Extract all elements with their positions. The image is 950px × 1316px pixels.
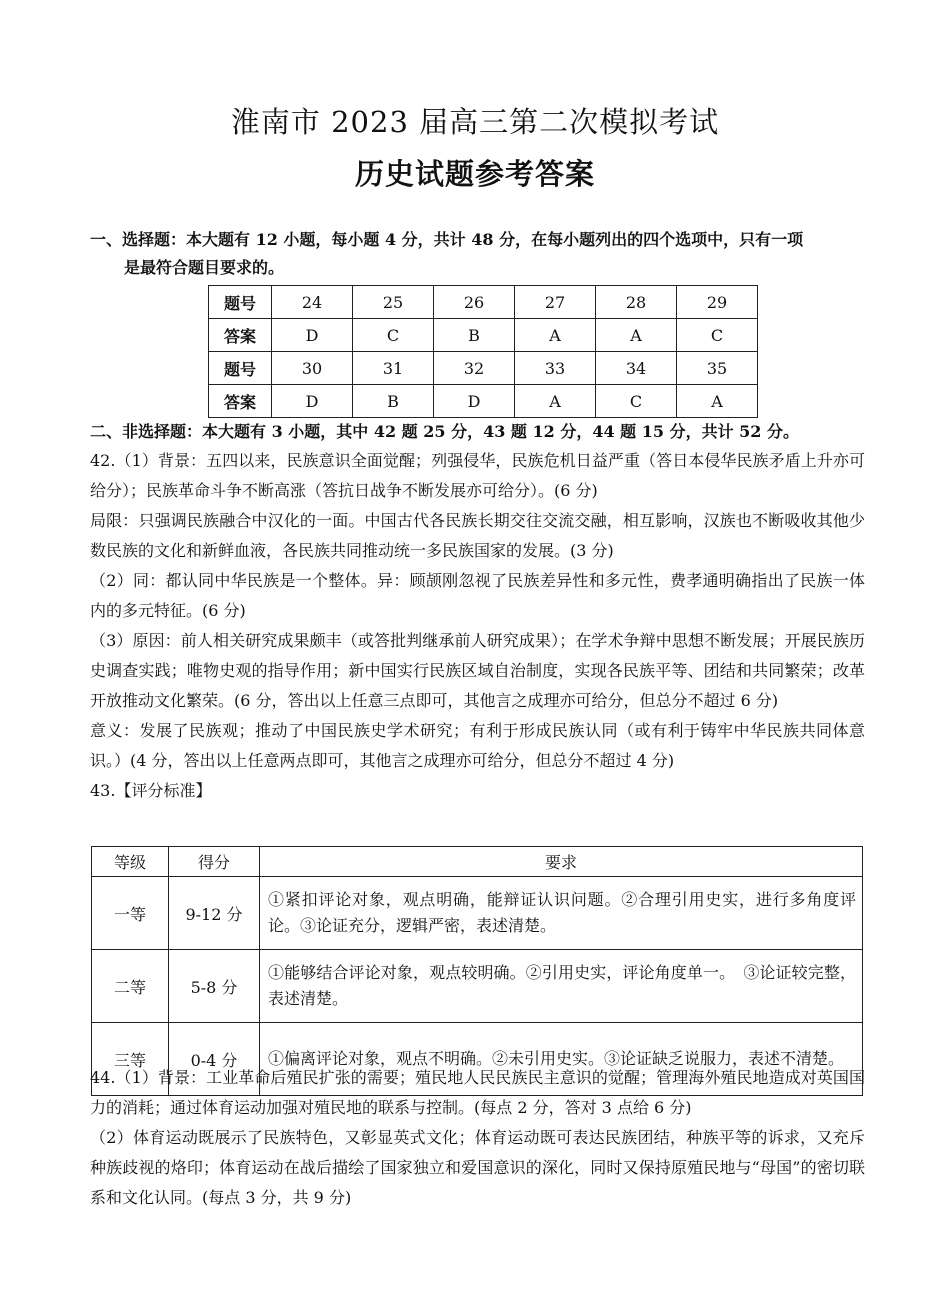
table-cell: A bbox=[596, 319, 677, 352]
table-header-row bbox=[92, 847, 863, 877]
table-cell: 29 bbox=[677, 286, 758, 319]
table-cell: A bbox=[677, 385, 758, 418]
grade-score: 0-4 分 bbox=[169, 1023, 260, 1096]
question-number-label: 题号 bbox=[209, 352, 272, 385]
grade-requirement: ①偏离评论对象，观点不明确。②未引用史实。③论证缺乏说服力，表述不清楚。 bbox=[260, 1023, 863, 1096]
column-header-level: 等级 bbox=[92, 847, 169, 877]
table-cell: 32 bbox=[434, 352, 515, 385]
grade-requirement: ①紧扣评论对象，观点明确，能辩证认识问题。②合理引用史实，进行多角度评论。③论证充分，逻辑严密，表述清楚。 bbox=[260, 877, 863, 950]
table-cell: 26 bbox=[434, 286, 515, 319]
table-cell: C bbox=[596, 385, 677, 418]
table-row bbox=[92, 950, 863, 1023]
table-cell: B bbox=[434, 319, 515, 352]
q42-part1-limitation: 局限：只强调民族融合中汉化的一面。中国古代各民族长期交往交流交融，相互影响，汉族也不断吸收其他少数民族的文化和新鲜血液，各民族共同推动统一多民族国家的发展。(3 分) bbox=[90, 511, 865, 560]
answer-label: 答案 bbox=[209, 319, 272, 352]
q44-part1: 44.（1）背景：工业革命后殖民扩张的需要；殖民地人民民族民主意识的觉醒；管理海外殖民地造成对英国国力的消耗；通过体育运动加强对殖民地的联系与控制。(每点 2 分，答对 3 点给 6 分) bbox=[90, 1068, 865, 1117]
table-cell: B bbox=[353, 385, 434, 418]
table-cell: 25 bbox=[353, 286, 434, 319]
table-cell: A bbox=[515, 319, 596, 352]
q43-heading: 43.【评分标准】 bbox=[90, 781, 212, 800]
table-cell: 35 bbox=[677, 352, 758, 385]
multiple-choice-answer-table bbox=[208, 285, 758, 418]
table-row bbox=[209, 319, 758, 352]
answer-key-title: 历史试题参考答案 bbox=[354, 157, 595, 191]
question-44-answers bbox=[90, 1063, 865, 1213]
exam-title: 淮南市 2023 届高三第二次模拟考试 bbox=[230, 105, 720, 139]
grading-standard-table bbox=[91, 846, 863, 1096]
table-row bbox=[209, 286, 758, 319]
table-cell: D bbox=[272, 385, 353, 418]
answer-label: 答案 bbox=[209, 385, 272, 418]
table-cell: D bbox=[272, 319, 353, 352]
table-cell: C bbox=[677, 319, 758, 352]
table-cell: A bbox=[515, 385, 596, 418]
question-42-answers bbox=[90, 446, 865, 806]
table-cell: 34 bbox=[596, 352, 677, 385]
grade-score: 5-8 分 bbox=[169, 950, 260, 1023]
table-cell: 30 bbox=[272, 352, 353, 385]
grade-level: 二等 bbox=[92, 950, 169, 1023]
table-cell: C bbox=[353, 319, 434, 352]
table-cell: 27 bbox=[515, 286, 596, 319]
section-1-heading bbox=[90, 226, 870, 282]
q44-part2: （2）体育运动既展示了民族特色，又彰显英式文化；体育运动既可表达民族团结，种族平等的诉求，又充斥种族歧视的烙印；体育运动在战后描绘了国家独立和爱国意识的深化，同时又保持原殖民地与“母国”的密切联系和文化认同。(每点 3 分，共 9 分) bbox=[90, 1128, 865, 1207]
q42-part2: （2）同：都认同中华民族是一个整体。异：顾颉刚忽视了民族差异性和多元性，费孝通明确指出了民族一体内的多元特征。(6 分) bbox=[90, 571, 865, 620]
table-cell: 33 bbox=[515, 352, 596, 385]
table-cell: 28 bbox=[596, 286, 677, 319]
grade-score: 9-12 分 bbox=[169, 877, 260, 950]
q42-part1-background: 42.（1）背景：五四以来，民族意识全面觉醒；列强侵华，民族危机日益严重（答日本侵华民族矛盾上升亦可给分）；民族革命斗争不断高涨（答抗日战争不断发展亦可给分）。(6 分) bbox=[90, 451, 865, 500]
table-row bbox=[209, 352, 758, 385]
table-cell: D bbox=[434, 385, 515, 418]
q42-part3-significance: 意义：发展了民族观；推动了中国民族史学术研究；有利于形成民族认同（或有利于铸牢中华民族共同体意识。）(4 分，答出以上任意两点即可，其他言之成理亦可给分，但总分不超过 4 分) bbox=[90, 721, 865, 770]
table-row bbox=[92, 877, 863, 950]
section-1-line-2: 是最符合题目要求的。 bbox=[124, 258, 285, 277]
section-2-heading: 二、非选择题：本大题有 3 小题，其中 42 题 25 分，43 题 12 分，44 题 15 分，共计 52 分。 bbox=[90, 422, 799, 441]
grade-level: 三等 bbox=[92, 1023, 169, 1096]
table-cell: 31 bbox=[353, 352, 434, 385]
question-number-label: 题号 bbox=[209, 286, 272, 319]
table-cell: 24 bbox=[272, 286, 353, 319]
column-header-score: 得分 bbox=[169, 847, 260, 877]
section-1-line-1: 一、选择题：本大题有 12 小题，每小题 4 分，共计 48 分，在每小题列出的四个选项中，只有一项 bbox=[90, 230, 804, 249]
grade-level: 一等 bbox=[92, 877, 169, 950]
column-header-requirement: 要求 bbox=[260, 847, 863, 877]
table-row bbox=[209, 385, 758, 418]
q42-part3-reasons: （3）原因：前人相关研究成果颇丰（或答批判继承前人研究成果）；在学术争辩中思想不断发展；开展民族历史调查实践；唯物史观的指导作用；新中国实行民族区域自治制度，实现各民族平等、团结和共同繁荣；改革开放推动文化繁荣。(6 分，答出以上任意三点即可，其他言之成理亦可给分，但总分不超过 6 分) bbox=[90, 631, 865, 710]
grade-requirement: ①能够结合评论对象，观点较明确。②引用史实，评论角度单一。 ③论证较完整，表述清楚。 bbox=[260, 950, 863, 1023]
